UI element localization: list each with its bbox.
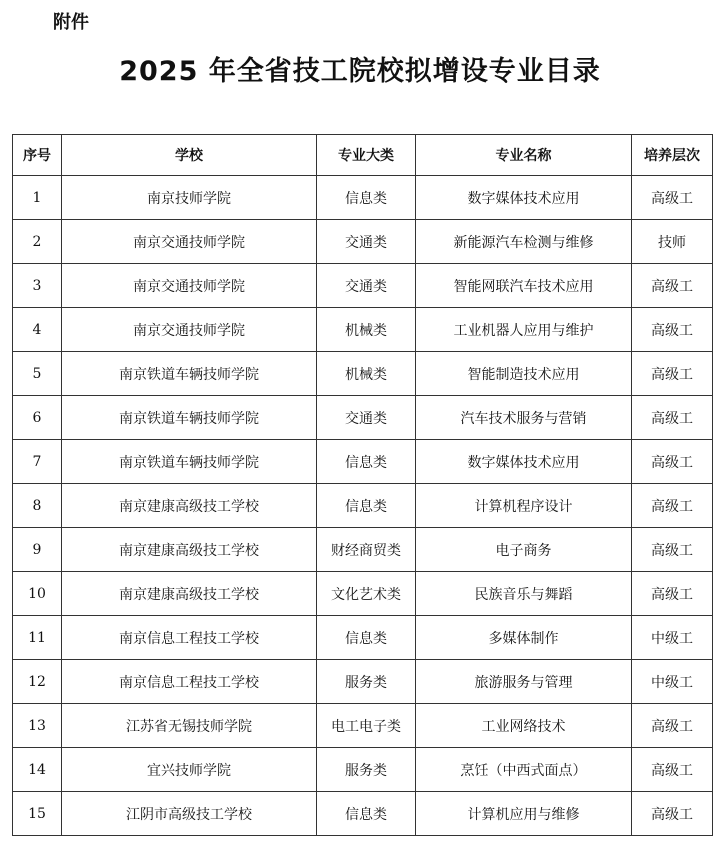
cell-level: 高级工 xyxy=(632,572,713,616)
table-row xyxy=(13,484,713,528)
cell-school: 南京交通技师学院 xyxy=(62,220,317,264)
cell-major: 数字媒体技术应用 xyxy=(416,176,632,220)
cell-school: 南京交通技师学院 xyxy=(62,264,317,308)
table-row xyxy=(13,704,713,748)
cell-no: 8 xyxy=(13,484,62,528)
cell-level: 高级工 xyxy=(632,308,713,352)
table-row xyxy=(13,528,713,572)
cell-school: 南京信息工程技工学校 xyxy=(62,660,317,704)
cell-category: 财经商贸类 xyxy=(317,528,416,572)
cell-level: 高级工 xyxy=(632,264,713,308)
cell-category: 信息类 xyxy=(317,792,416,836)
table-row xyxy=(13,308,713,352)
cell-major: 电子商务 xyxy=(416,528,632,572)
cell-level: 中级工 xyxy=(632,616,713,660)
major-catalog-table xyxy=(12,134,713,836)
cell-school: 南京技师学院 xyxy=(62,176,317,220)
cell-school: 南京建康高级技工学校 xyxy=(62,572,317,616)
document-title: 2025 年全省技工院校拟增设专业目录 xyxy=(119,56,601,87)
cell-category: 交通类 xyxy=(317,220,416,264)
cell-level: 高级工 xyxy=(632,748,713,792)
cell-major: 旅游服务与管理 xyxy=(416,660,632,704)
cell-category: 信息类 xyxy=(317,440,416,484)
cell-level: 中级工 xyxy=(632,660,713,704)
cell-school: 南京铁道车辆技师学院 xyxy=(62,440,317,484)
cell-category: 交通类 xyxy=(317,396,416,440)
cell-category: 交通类 xyxy=(317,264,416,308)
cell-school: 宜兴技师学院 xyxy=(62,748,317,792)
cell-school: 南京信息工程技工学校 xyxy=(62,616,317,660)
header-major: 专业名称 xyxy=(416,135,632,176)
cell-no: 1 xyxy=(13,176,62,220)
cell-no: 3 xyxy=(13,264,62,308)
table-row xyxy=(13,264,713,308)
cell-school: 南京铁道车辆技师学院 xyxy=(62,352,317,396)
cell-no: 12 xyxy=(13,660,62,704)
cell-no: 7 xyxy=(13,440,62,484)
cell-school: 南京铁道车辆技师学院 xyxy=(62,396,317,440)
cell-no: 4 xyxy=(13,308,62,352)
cell-level: 高级工 xyxy=(632,396,713,440)
cell-major: 智能制造技术应用 xyxy=(416,352,632,396)
header-category: 专业大类 xyxy=(317,135,416,176)
cell-no: 6 xyxy=(13,396,62,440)
cell-category: 服务类 xyxy=(317,748,416,792)
cell-major: 新能源汽车检测与维修 xyxy=(416,220,632,264)
cell-category: 信息类 xyxy=(317,616,416,660)
cell-major: 民族音乐与舞蹈 xyxy=(416,572,632,616)
cell-level: 高级工 xyxy=(632,704,713,748)
cell-major: 智能网联汽车技术应用 xyxy=(416,264,632,308)
cell-major: 工业机器人应用与维护 xyxy=(416,308,632,352)
cell-category: 信息类 xyxy=(317,176,416,220)
cell-category: 信息类 xyxy=(317,484,416,528)
cell-level: 高级工 xyxy=(632,440,713,484)
cell-major: 汽车技术服务与营销 xyxy=(416,396,632,440)
table-row xyxy=(13,440,713,484)
cell-no: 2 xyxy=(13,220,62,264)
cell-major: 计算机应用与维修 xyxy=(416,792,632,836)
cell-no: 13 xyxy=(13,704,62,748)
cell-no: 15 xyxy=(13,792,62,836)
cell-major: 计算机程序设计 xyxy=(416,484,632,528)
table-row xyxy=(13,792,713,836)
cell-major: 烹饪（中西式面点） xyxy=(416,748,632,792)
cell-no: 10 xyxy=(13,572,62,616)
table-row xyxy=(13,396,713,440)
cell-level: 高级工 xyxy=(632,352,713,396)
table-row xyxy=(13,572,713,616)
cell-school: 南京建康高级技工学校 xyxy=(62,528,317,572)
table-row xyxy=(13,176,713,220)
cell-no: 5 xyxy=(13,352,62,396)
cell-school: 南京建康高级技工学校 xyxy=(62,484,317,528)
header-no: 序号 xyxy=(13,135,62,176)
cell-level: 高级工 xyxy=(632,528,713,572)
header-level: 培养层次 xyxy=(632,135,713,176)
table-row xyxy=(13,748,713,792)
cell-category: 机械类 xyxy=(317,308,416,352)
cell-level: 高级工 xyxy=(632,484,713,528)
cell-major: 数字媒体技术应用 xyxy=(416,440,632,484)
cell-no: 9 xyxy=(13,528,62,572)
cell-level: 高级工 xyxy=(632,176,713,220)
cell-major: 工业网络技术 xyxy=(416,704,632,748)
header-school: 学校 xyxy=(62,135,317,176)
table-row xyxy=(13,220,713,264)
cell-level: 高级工 xyxy=(632,792,713,836)
cell-category: 电工电子类 xyxy=(317,704,416,748)
table-row xyxy=(13,660,713,704)
attachment-label: 附件 xyxy=(53,12,89,33)
table-row xyxy=(13,352,713,396)
cell-school: 南京交通技师学院 xyxy=(62,308,317,352)
cell-category: 服务类 xyxy=(317,660,416,704)
cell-category: 机械类 xyxy=(317,352,416,396)
cell-category: 文化艺术类 xyxy=(317,572,416,616)
cell-school: 江苏省无锡技师学院 xyxy=(62,704,317,748)
table-row xyxy=(13,616,713,660)
cell-no: 14 xyxy=(13,748,62,792)
cell-major: 多媒体制作 xyxy=(416,616,632,660)
cell-no: 11 xyxy=(13,616,62,660)
table-header-row xyxy=(13,135,713,176)
cell-school: 江阴市高级技工学校 xyxy=(62,792,317,836)
cell-level: 技师 xyxy=(632,220,713,264)
